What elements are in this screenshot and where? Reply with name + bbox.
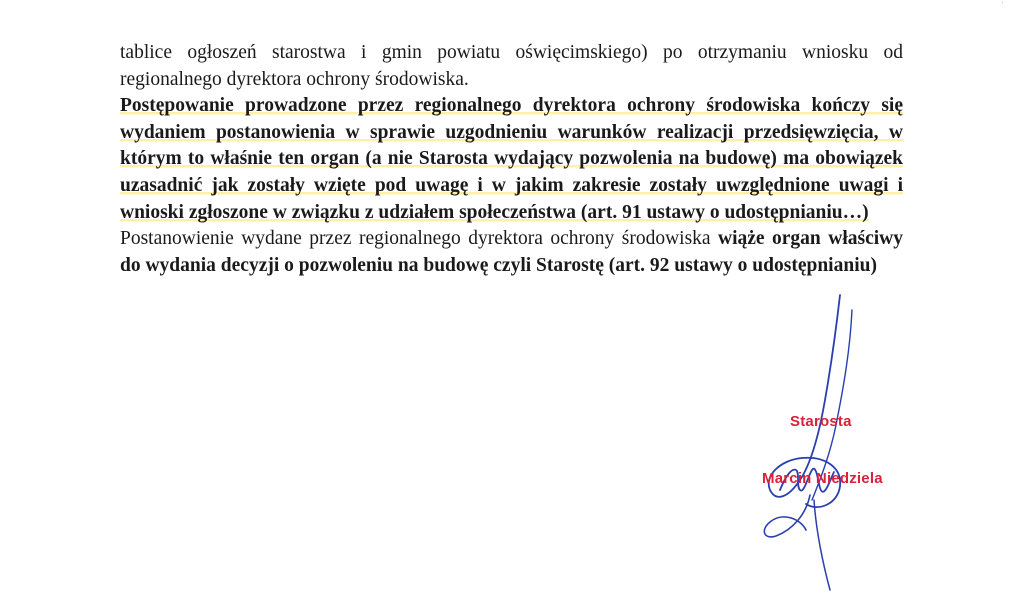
paragraph-ruling-bold: wiąże organ właściwy do wydania decyzji o pozwoleniu na budowę czyli Starostę (art. 92 ustawy o udostępnianiu) (120, 228, 903, 276)
paragraph-notice: tablice ogłoszeń starostwa i gmin powiatu oświęcimskiego) po otrzymaniu wniosku od regionalnego dyrektora ochrony środowiska. (120, 42, 903, 90)
stamp-name: Marcin Niedziela (762, 470, 883, 487)
paragraph-ruling (120, 226, 903, 279)
document-body (120, 40, 903, 279)
paragraph-ruling-normal: Postanowienie wydane przez regionalnego dyrektora ochrony środowiska (120, 228, 719, 250)
handwritten-signature (740, 290, 880, 595)
stamp-title: Starosta (790, 413, 852, 430)
paragraph-procedure-text: Postępowanie prowadzone przez regionalnego dyrektora ochrony środowiska kończy się wydaniem postanowienia w sprawie uzgodnieniu warunków realizacji przedsięwzięcia, w którym to właśnie ten organ (a nie Starosta wydający pozwolenia na budowę) ma obowiązek uzasadnić jak zostały wzięte pod uwagę i w jakim zakresie zostały uwzględnione uwagi i wnioski zgłoszone w związku z udziałem społeczeństwa (art. 91 ustawy o udostępnianiu…) (120, 95, 903, 223)
scan-corner-mark: · (1000, 0, 1004, 9)
paragraph-procedure (120, 93, 903, 226)
